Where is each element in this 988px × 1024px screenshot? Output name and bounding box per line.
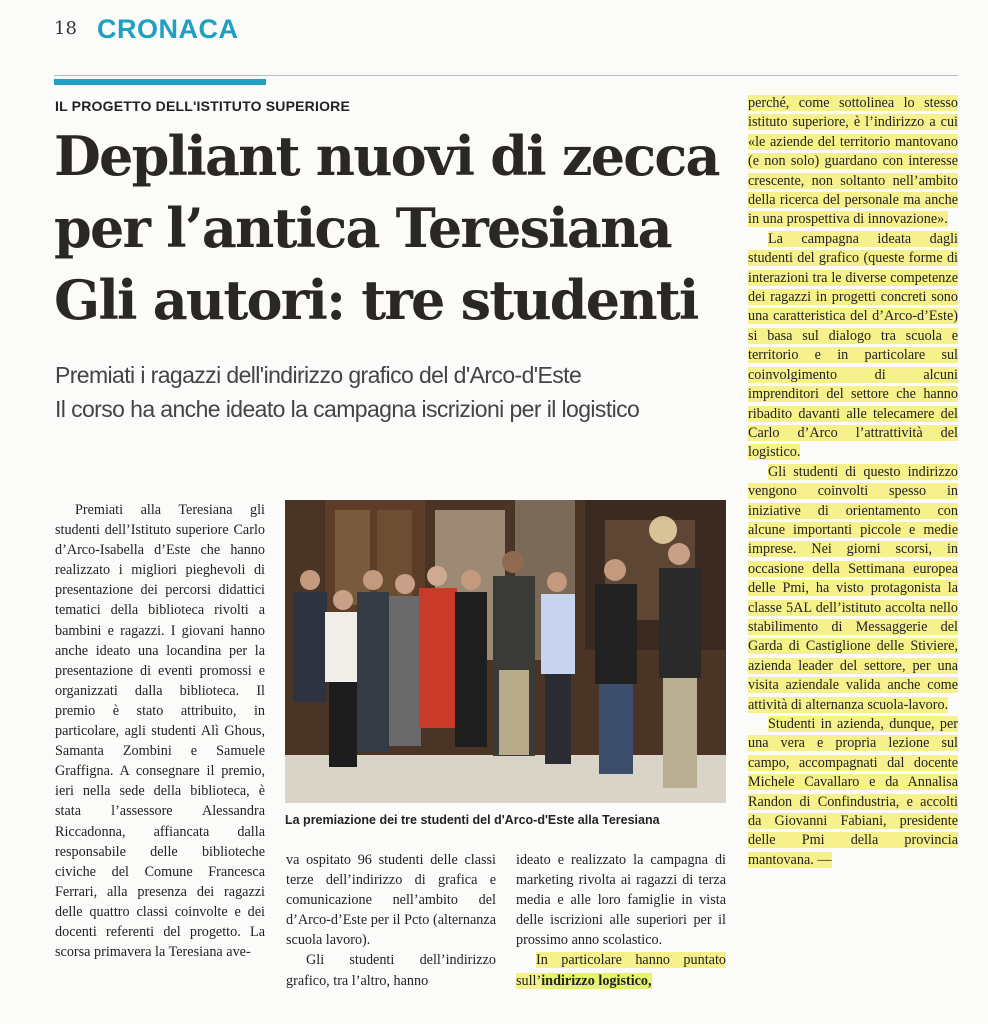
photo-caption: La premiazione dei tre studenti del d'Arco-d'Este alla Teresiana	[285, 813, 660, 827]
highlighted-text: Studenti in azienda, dunque, per una vera e propria lezione sul campo, accompagnati dal docente Michele Cavallaro e da Annalisa Randon di Confindustria, e accolti da Giovanni Fabiani, presidente delle Pmi della provincia mantovana. —	[748, 716, 958, 868]
headline-line: per l’antica Teresiana	[54, 196, 671, 260]
paragraph: ideato e realizzato la campagna di marketing rivolta ai ragazzi di terza media e alle loro famiglie in vista delle iscrizioni alle superiori per il prossimo anno scolastico.	[516, 852, 726, 949]
headline-line: Gli autori: tre studenti	[54, 268, 698, 332]
article-subheadline	[55, 358, 745, 426]
body-column-1	[55, 500, 265, 962]
paragraph	[748, 715, 958, 870]
body-column-4	[748, 94, 958, 870]
photo-illustration	[285, 500, 726, 803]
body-column-3	[516, 850, 726, 991]
body-column-2	[286, 850, 496, 991]
paragraph: va ospitato 96 studenti delle classi terze dell’indirizzo di grafica e comunicazione nell’ambito del d’Arco-d’Este per il Pcto (alternanza scuola lavoro).	[286, 852, 496, 949]
section-title: CRONACA	[97, 14, 239, 44]
subhead-line: Premiati i ragazzi dell'indirizzo grafico del d'Arco-d'Este	[55, 362, 582, 388]
paragraph	[748, 463, 958, 715]
highlighted-text: Gli studenti di questo indirizzo vengono coinvolti spesso in iniziative di orientamento con alcune importanti piccole e medie imprese. Nei giorni scorsi, in occasione della Settimana europea delle Pmi, ha visto protagonista la classe 5AL dell’istituto accolta nello stabilimento di Messaggerie del Garda di Castiglione delle Stiviere, azienda leader del settore, per una visita aziendale valida anche come attività di alternanza scuola-lavoro.	[748, 463, 958, 713]
paragraph	[748, 94, 958, 230]
header-rule	[54, 75, 958, 76]
subhead-line: Il corso ha anche ideato la campagna iscrizioni per il logistico	[55, 396, 640, 422]
article-headline	[54, 120, 734, 336]
highlighted-text: In particolare hanno puntato sull’	[516, 952, 726, 989]
event-photo	[285, 500, 726, 803]
article-kicker: IL PROGETTO DELL'ISTITUTO SUPERIORE	[55, 98, 351, 114]
page-number: 18	[54, 18, 77, 39]
highlighted-strong-text: indirizzo logistico,	[541, 972, 652, 989]
paragraph	[748, 230, 958, 463]
headline-line: Depliant nuovi di zecca	[54, 124, 719, 188]
highlighted-text: perché, come sottolinea lo stesso istituto superiore, è l’indirizzo a cui «le aziende del territorio mantovano (e non solo) guardano con interesse crescente, non soltanto nell’ambito della ricerca del personale ma anche in una prospettiva di innovazione».	[748, 95, 958, 228]
section-accent-bar	[54, 79, 266, 85]
highlighted-paragraph	[516, 950, 726, 990]
paragraph: Premiati alla Teresiana gli studenti dell’Istituto superiore Carlo d’Arco-Isabella d’Este che hanno realizzato i migliori pieghevoli di presentazione dei percorsi didattici tematici della biblioteca rivolti a bambini e ragazzi. I giovani hanno anche ideato una locandina per la presentazione di eventi promossi e organizzati dalla biblioteca. Il premio è stato attribuito, in particolare, agli studenti Alì Ghous, Samanta Zombini e Samuele Graffigna. A consegnare il premio, ieri nella sede della biblioteca, è stata l’assessore Alessandra Riccadonna, affiancata dalla responsabile delle biblioteche civiche del Comune Francesca Ferrari, alla presenza dei ragazzi delle quattro classi coinvolte e dei docenti referenti del progetto. La scorsa primavera la Teresiana ave-	[55, 502, 265, 961]
highlighted-text: La campagna ideata dagli studenti del grafico (queste forme di interazioni tra le diverse competenze dei ragazzi in progetti concreti sono una caratteristica del d’Arco-d’Este) si basa sul dialogo tra scuola e territorio e in particolare sul coinvolgimento di alcuni imprenditori del settore che hanno ribadito davanti alle telecamere del Carlo d’Arco l’attrattività del logistico.	[748, 230, 958, 461]
paragraph: Gli studenti dell’indirizzo grafico, tra l’altro, hanno	[286, 952, 496, 989]
